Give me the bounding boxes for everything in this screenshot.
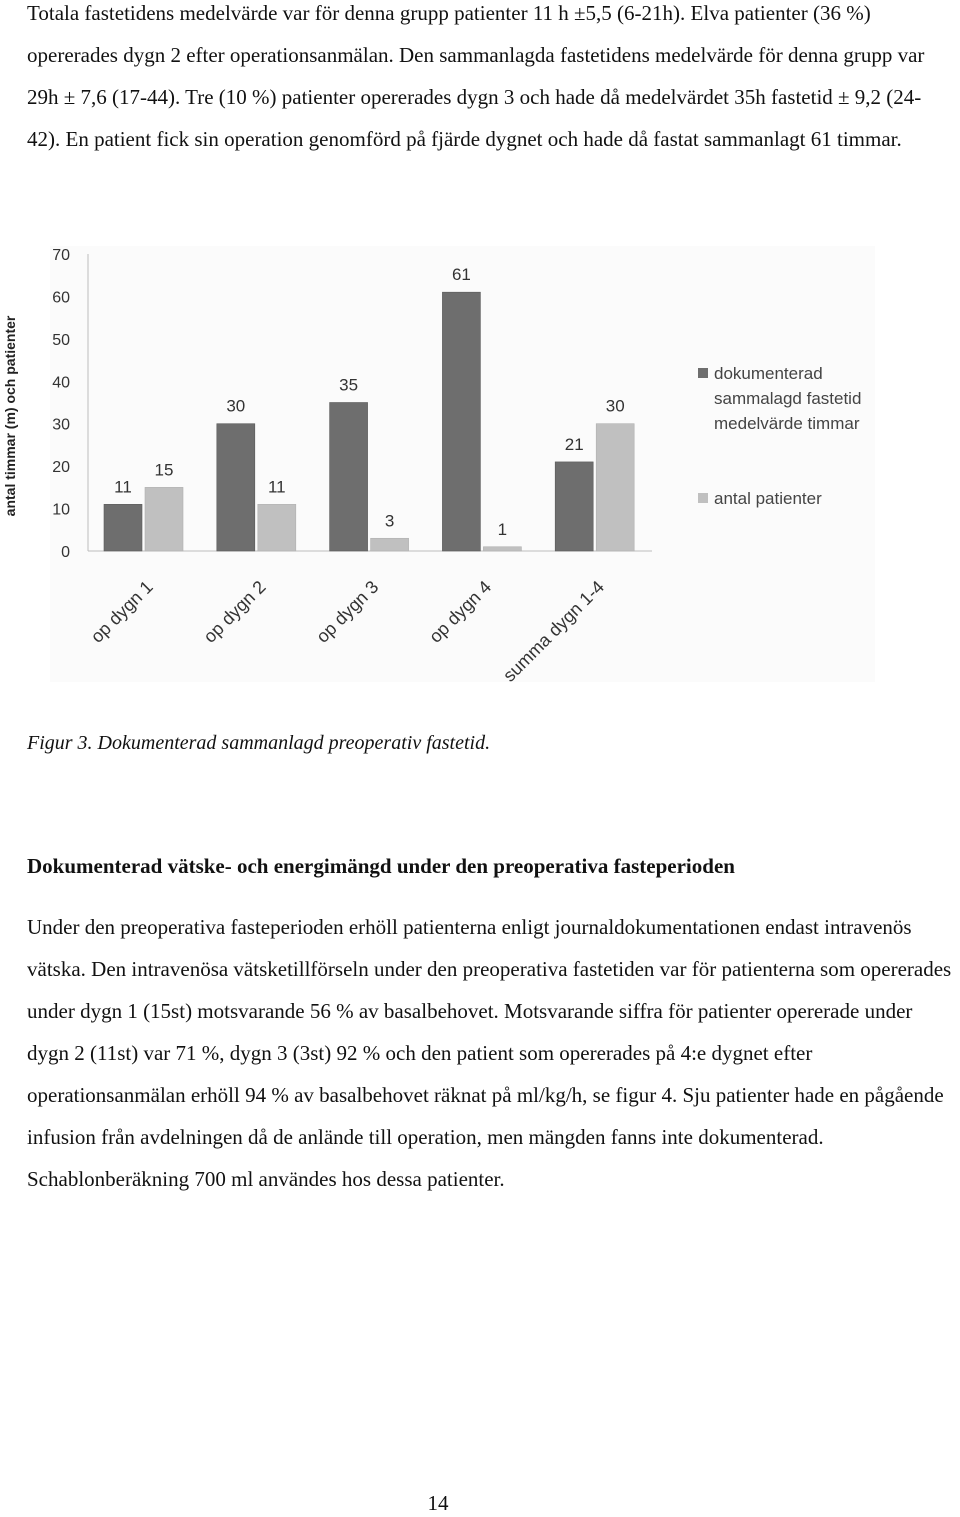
x-tick-label: op dygn 2 [199,576,270,647]
y-tick-label: 50 [52,331,70,349]
bar [596,424,634,551]
page-number: 14 [427,1491,449,1515]
x-tick-label: summa dygn 1-4 [499,576,609,686]
data-label: 11 [267,477,286,497]
y-tick-label: 10 [52,501,70,519]
data-label: 30 [605,396,625,416]
y-tick-label: 30 [52,416,70,434]
intro-paragraph: Totala fastetidens medelvärde var för denna grupp patienter 11 h ±5,5 (6-21h). Elva patienter (36 %) opererades dygn 2 efter operationsanmälan. Den sammanlagda fastetidens medelvärde för denna grupp var 29h ± 7,6 (17-44). Tre (10 %) patienter opererades dygn 3 och hade då medelvärdet 35h fastetid ± 9,2 (24-42). En patient fick sin operation genomförd på fjärde dygnet och hade då fastat sammanlagt 61 timmar. [27,1,925,151]
bar [258,504,296,551]
bar [371,538,409,551]
legend-swatch [698,493,708,503]
y-tick-label: 0 [61,544,70,561]
data-label: 15 [154,460,174,480]
bar [104,504,142,551]
section-heading: Dokumenterad vätske- och energimängd under den preoperativa fasteperioden [27,854,735,878]
legend-label: medelvärde timmar [714,414,860,433]
fasting-time-bar-chart [0,236,960,706]
legend-label: antal patienter [714,489,822,508]
x-tick-label: op dygn 1 [86,576,157,647]
y-axis-label: antal timmar (m) och patienter [2,315,18,517]
y-tick-label: 40 [52,374,70,392]
y-tick-label: 70 [52,247,70,264]
figure-caption: Figur 3. Dokumenterad sammanlagd preoperativ fastetid. [27,732,491,754]
data-label: 11 [114,477,132,497]
y-tick-label: 60 [52,289,70,307]
data-label: 3 [384,511,395,531]
data-label: 21 [564,434,584,454]
x-tick-label: op dygn 3 [312,576,383,647]
legend-label: dokumenterad [714,364,823,383]
legend-label: sammalagd fastetid [714,389,862,408]
x-tick-label: op dygn 4 [425,576,496,647]
data-label: 61 [451,265,471,285]
bar [483,547,521,551]
data-label: 30 [226,396,246,416]
y-tick-label: 20 [52,459,70,477]
legend-swatch [698,368,708,378]
bar [145,487,183,551]
bar [330,403,368,552]
body-paragraph: Under den preoperativa fasteperioden erhöll patienterna enligt journaldokumentationen endast intravenös vätska. Den intravenösa vätsketillförseln under den preoperativa fastetiden var för patienterna som opererades under dygn 1 (15st) motsvarande 56 % av basalbehovet. Motsvarande siffra för patienter opererade under dygn 2 (11st) var 71 %, dygn 3 (3st) 92 % och den patient som opererades på 4:e dygnet efter operationsanmälan erhöll 94 % av basalbehovet räknat på ml/kg/h, se figur 4. Sju patienter hade en pågående infusion från avdelningen då de anlände till operation, men mängden fanns inte dokumenterad. Schablonberäkning 700 ml användes hos dessa patienter. [27,915,952,1191]
bar [217,424,255,551]
data-label: 35 [339,375,359,395]
bar [555,462,593,551]
data-label: 1 [497,519,508,539]
bar [442,292,480,551]
